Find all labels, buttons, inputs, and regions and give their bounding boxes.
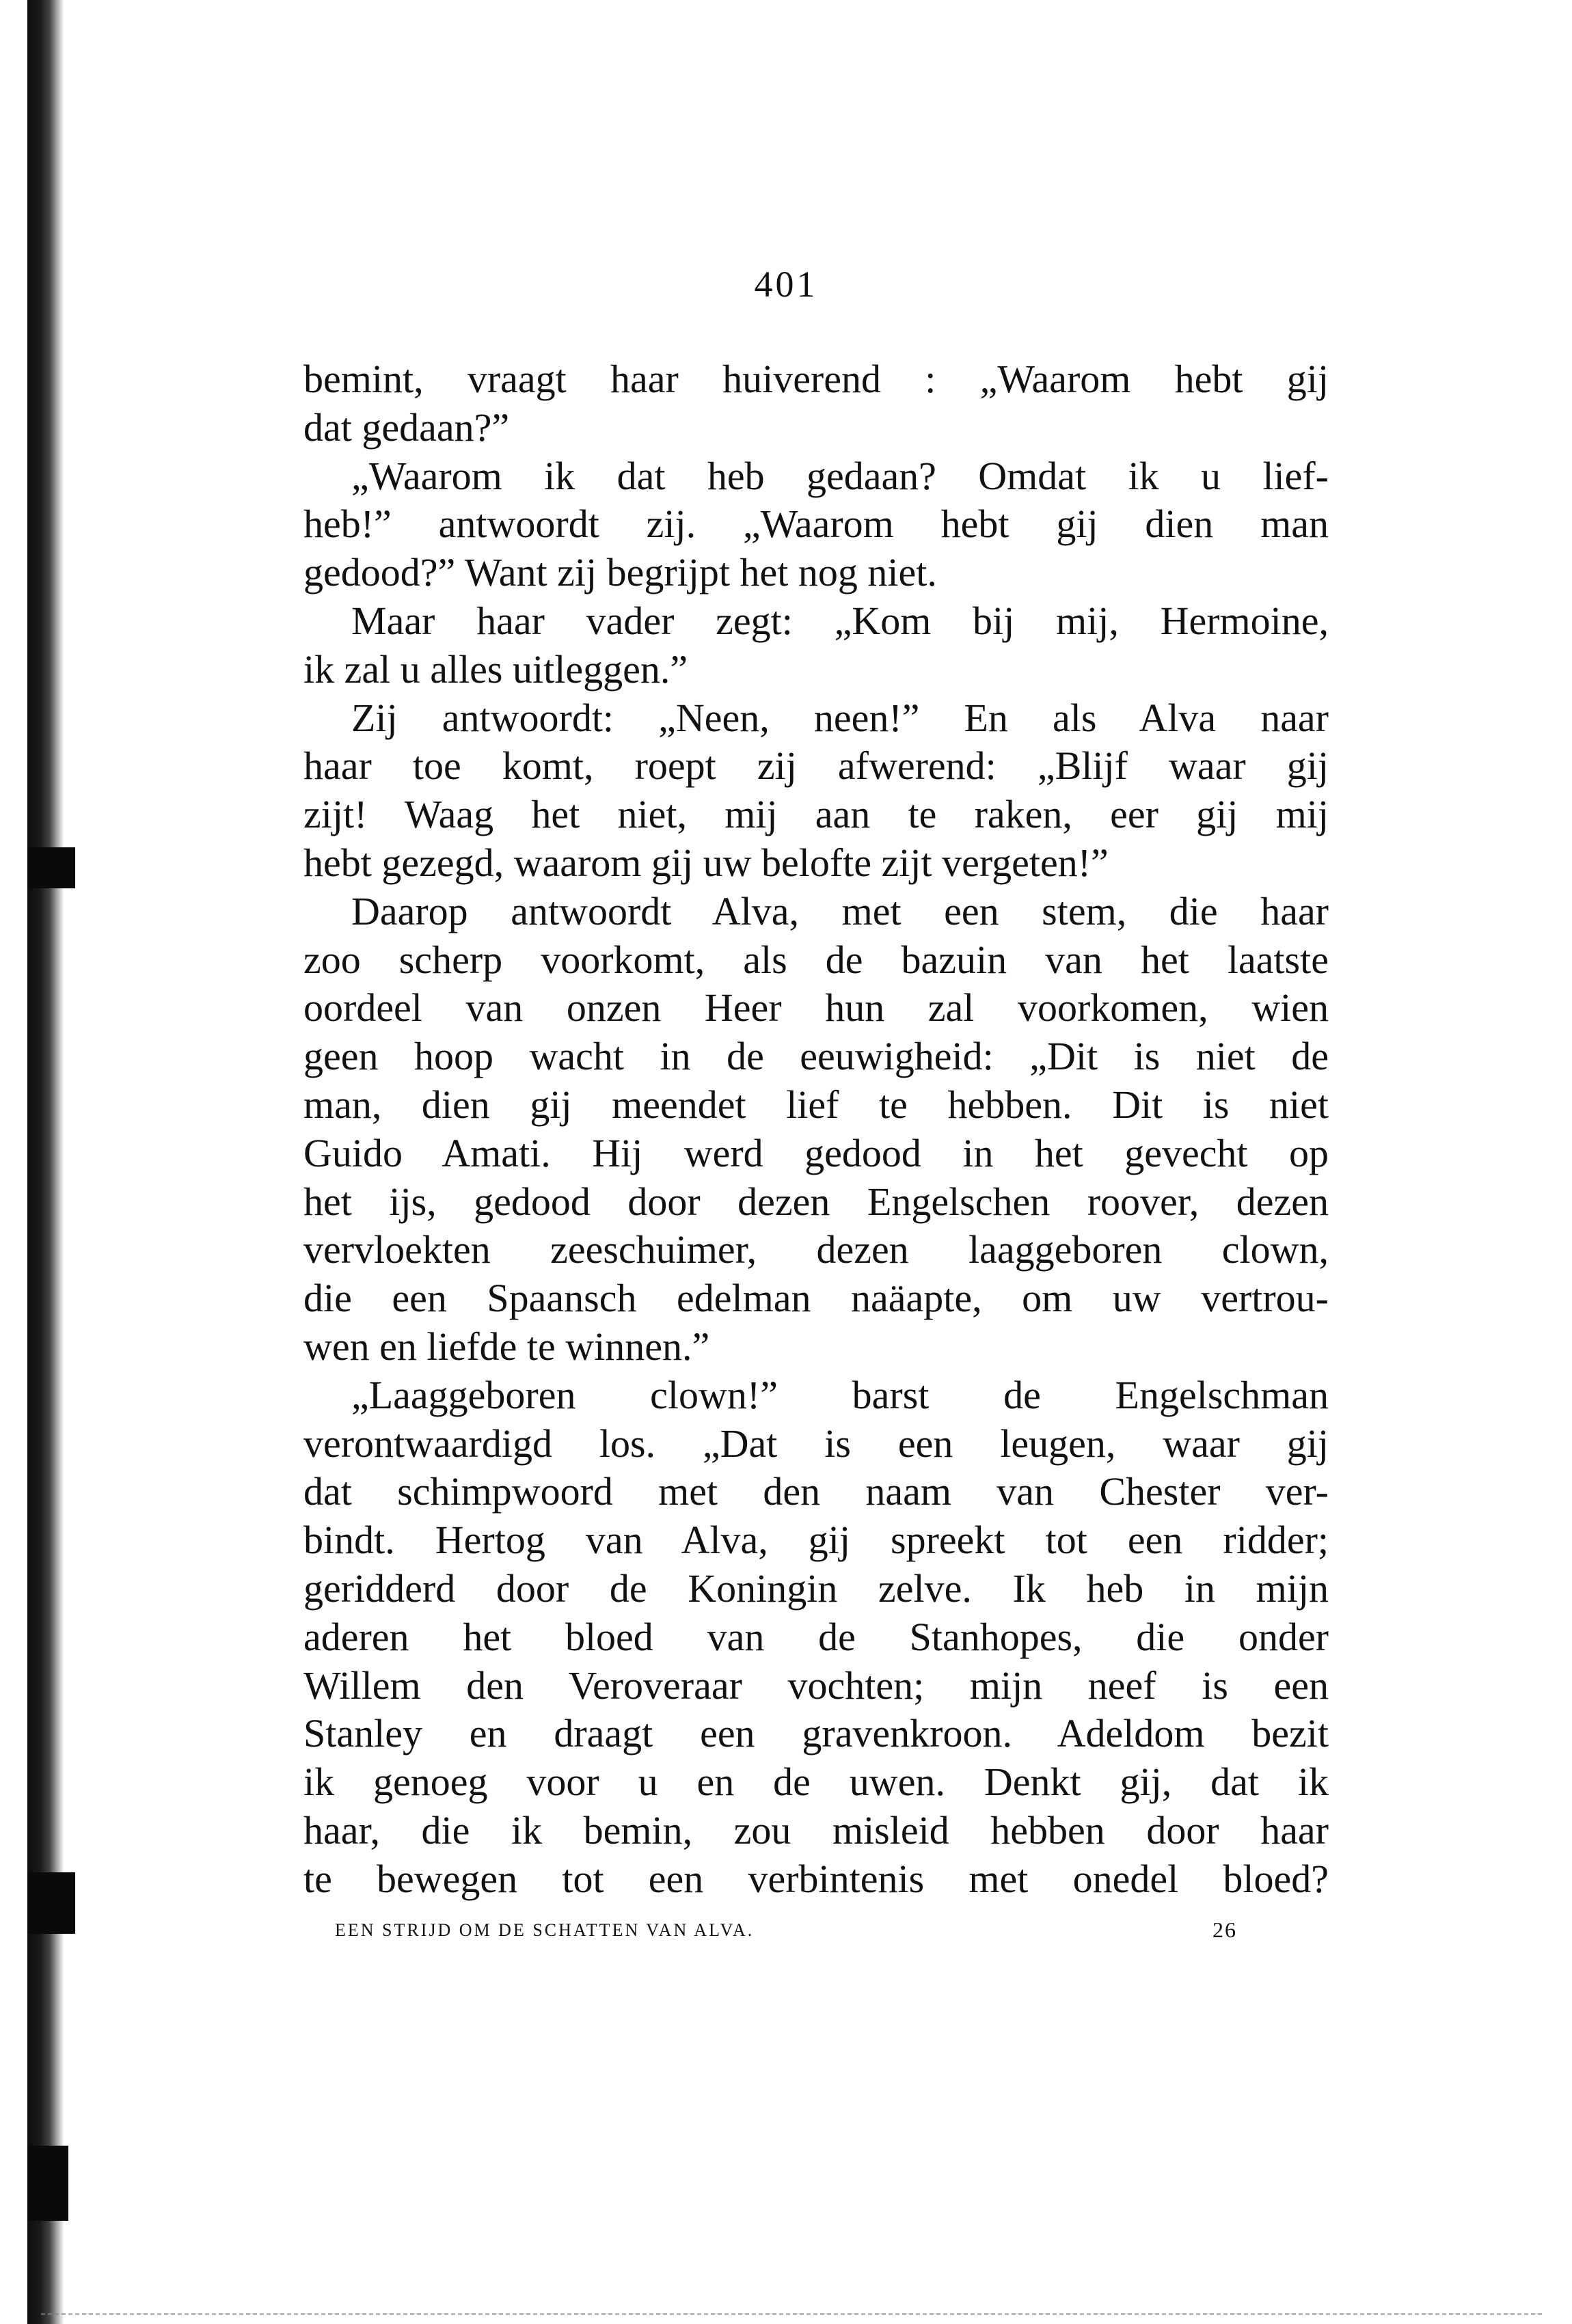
text-line: verontwaardigd los. „Dat is een leugen, waar gij	[303, 1421, 1329, 1466]
text-line: die een Spaansch edelman naäapte, om uw vertrou-	[303, 1276, 1329, 1321]
text-line: vervloekten zeeschuimer, dezen laaggeboren clown,	[303, 1227, 1329, 1272]
text-line: Stanley en draagt een gravenkroon. Adeldom bezit	[303, 1711, 1329, 1756]
scan-edge	[41, 2313, 1545, 2315]
text-line: zijt! Waag het niet, mij aan te raken, eer gij mij	[303, 792, 1329, 837]
text-line: het ijs, gedood door dezen Engelschen roover, dezen	[303, 1179, 1329, 1224]
text-line: ik genoeg voor u en de uwen. Denkt gij, dat ik	[303, 1760, 1329, 1805]
binding-notch	[27, 847, 75, 888]
text-line: bindt. Hertog van Alva, gij spreekt tot een ridder;	[303, 1518, 1329, 1563]
page-footer	[335, 1917, 1237, 1947]
text-line: oordeel van onzen Heer hun zal voorkomen, wien	[303, 985, 1329, 1030]
body-text	[303, 355, 1329, 1904]
text-line: Zij antwoordt: „Neen, neen!” En als Alva naar	[351, 695, 1329, 740]
text-line: man, dien gij meendet lief te hebben. Dit is niet	[303, 1082, 1329, 1127]
text-line: gedood?” Want zij begrijpt het nog niet.	[303, 550, 937, 595]
binding-notch	[27, 1872, 75, 1934]
text-line: bemint, vraagt haar huiverend : „Waarom hebt gij	[303, 357, 1329, 401]
binding-edge	[27, 0, 64, 2324]
text-line: heb!” antwoordt zij. „Waarom hebt gij dien man	[303, 502, 1329, 547]
text-line: hebt gezegd, waarom gij uw belofte zijt vergeten!”	[303, 840, 1109, 885]
signature-mark: 26	[1212, 1917, 1237, 1942]
text-line: dat schimpwoord met den naam van Chester ver-	[303, 1469, 1329, 1514]
binding-notch	[27, 2146, 68, 2221]
text-line: dat gedaan?”	[303, 405, 510, 450]
text-line: Guido Amati. Hij werd gedood in het gevecht op	[303, 1130, 1329, 1175]
text-line: geridderd door de Koningin zelve. Ik heb in mijn	[303, 1566, 1329, 1611]
text-line: haar, die ik bemin, zou misleid hebben door haar	[303, 1807, 1329, 1853]
text-line: wen en liefde te winnen.”	[303, 1324, 710, 1369]
text-line: Willem den Veroveraar vochten; mijn neef is een	[303, 1663, 1329, 1708]
text-line: aderen het bloed van de Stanhopes, die onder	[303, 1614, 1329, 1659]
text-line: „Waarom ik dat heb gedaan? Omdat ik u lief-	[351, 453, 1329, 498]
text-line: haar toe komt, roept zij afwerend: „Blijf waar gij	[303, 743, 1329, 789]
text-line: zoo scherp voorkomt, als de bazuin van het laatste	[303, 937, 1329, 982]
text-line: te bewegen tot een verbintenis met onedel bloed?	[303, 1856, 1329, 1901]
text-line: Maar haar vader zegt: „Kom bij mij, Hermoine,	[351, 598, 1329, 643]
page-number: 401	[754, 264, 818, 305]
text-line: ik zal u alles uitleggen.”	[303, 646, 688, 692]
running-footer-title: EEN STRIJD OM DE SCHATTEN VAN ALVA.	[335, 1920, 755, 1940]
text-line: „Laaggeboren clown!” barst de Engelschman	[351, 1372, 1329, 1417]
text-line: geen hoop wacht in de eeuwigheid: „Dit is niet de	[303, 1034, 1329, 1079]
text-line: Daarop antwoordt Alva, met een stem, die haar	[351, 888, 1329, 933]
